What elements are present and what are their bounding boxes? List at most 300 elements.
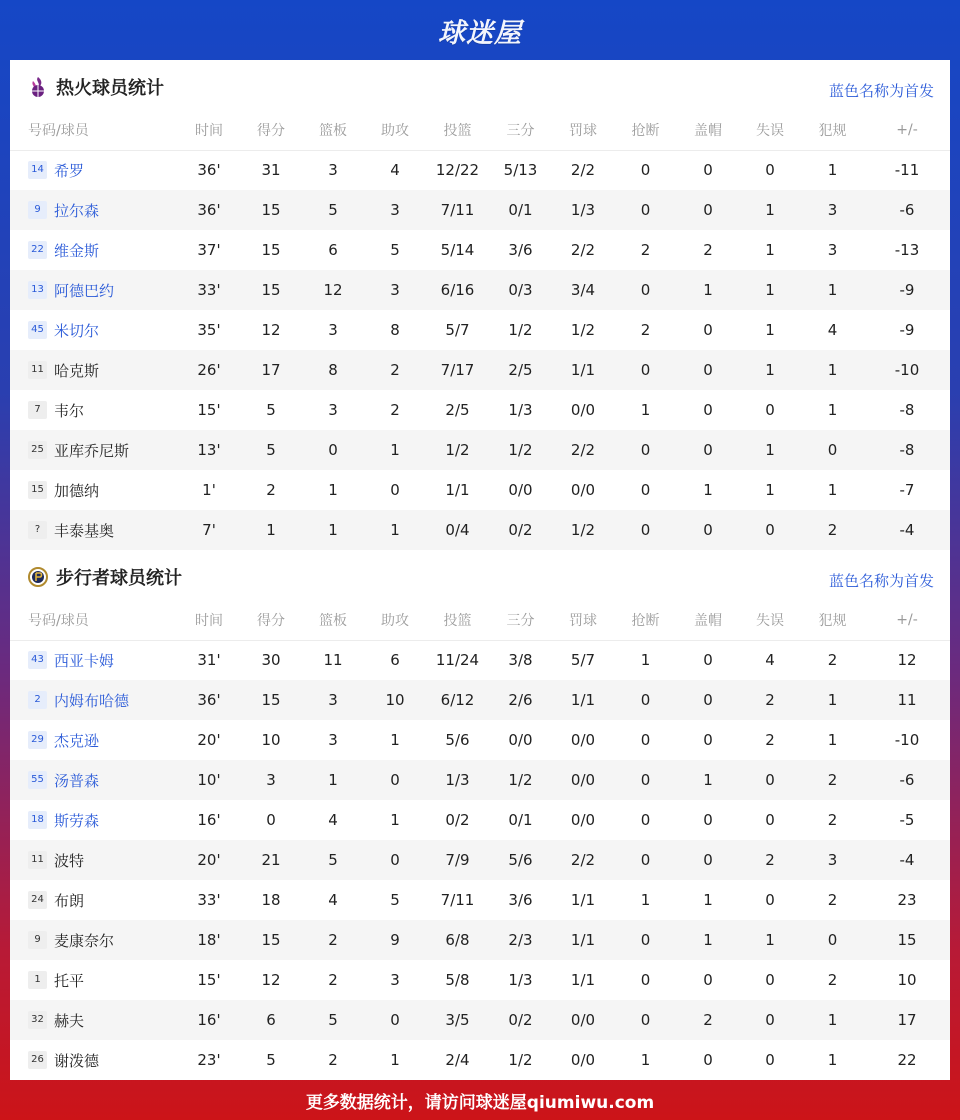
stat-cell: 1	[677, 270, 739, 310]
column-header: 抢断	[614, 600, 677, 640]
player-cell	[10, 960, 178, 1000]
stat-cell: 0/1	[508, 811, 533, 829]
stat-cell: 6	[390, 651, 400, 670]
stat-cell: 3	[364, 190, 426, 230]
panel-header	[10, 550, 950, 600]
stat-cell: 11	[864, 680, 950, 720]
table-header-row	[10, 110, 950, 150]
player-name[interactable]: 哈克斯	[54, 361, 100, 380]
stat-cell: 0/0	[570, 1051, 596, 1069]
stat-cell: 33'	[197, 891, 221, 909]
stat-cell: 3	[801, 840, 864, 880]
stat-cell: 1	[328, 481, 338, 499]
player-cell	[10, 680, 178, 720]
player-name[interactable]: 赫夫	[54, 1011, 85, 1030]
jersey-number-badge: 24	[28, 891, 47, 909]
stat-cell: 36'	[178, 680, 240, 720]
stat-cell: 1	[640, 1051, 651, 1069]
stat-cell: 1/3	[552, 190, 614, 230]
column-header: 投篮	[426, 110, 489, 150]
stat-cell: 6/8	[426, 920, 489, 960]
stat-cell: -5	[899, 811, 915, 829]
stat-cell: 1	[390, 731, 400, 749]
stat-cell: -4	[864, 510, 950, 550]
stat-cell: 2	[827, 651, 838, 670]
jersey-number-badge: 32	[28, 1011, 47, 1029]
stat-cell: 0	[614, 760, 677, 800]
stat-cell: 31'	[197, 651, 221, 670]
stat-cell: 3	[328, 161, 338, 180]
player-name[interactable]: 谢泼德	[54, 1051, 100, 1070]
jersey-number-badge: 2	[28, 691, 47, 709]
stat-cell: 1	[827, 731, 838, 749]
stat-cell: 0/0	[552, 760, 614, 800]
stat-cell: 0	[364, 760, 426, 800]
table-row[interactable]	[10, 310, 950, 350]
stat-cell: 1	[827, 1051, 838, 1069]
stat-cell: 1	[739, 190, 801, 230]
column-header: 三分	[489, 600, 552, 640]
stat-cell: 1	[240, 510, 302, 550]
stat-cell: 1	[302, 510, 364, 550]
stat-cell: 1	[302, 760, 364, 800]
stat-cell: 20'	[178, 840, 240, 880]
stat-cell: 0	[677, 510, 739, 550]
stat-cell: 0/2	[489, 1000, 552, 1040]
stat-cell: 0/0	[570, 401, 596, 419]
stat-cell: 21	[240, 840, 302, 880]
stat-cell: -6	[864, 190, 950, 230]
player-name[interactable]: 麦康奈尔	[54, 931, 115, 950]
table-row[interactable]	[10, 150, 950, 190]
stat-cell: 11	[323, 651, 343, 670]
stat-cell: 5	[302, 190, 364, 230]
pacers-logo-icon	[28, 566, 48, 588]
player-name[interactable]: 拉尔森	[54, 201, 100, 220]
column-header: 罚球	[552, 110, 614, 150]
stat-cell: 3	[240, 760, 302, 800]
stat-cell: 3/4	[552, 270, 614, 310]
table-row[interactable]	[10, 470, 950, 510]
stat-cell: 2	[328, 971, 338, 989]
column-header: 盖帽	[677, 600, 739, 640]
stat-cell: 17	[864, 1000, 950, 1040]
stat-cell: 12	[897, 651, 917, 670]
stat-cell: 15	[261, 241, 281, 259]
stat-cell: 10	[897, 971, 917, 989]
stat-cell: 3/6	[508, 891, 533, 909]
table-row[interactable]	[10, 270, 950, 310]
stats-table	[10, 110, 950, 550]
stat-cell: 8	[302, 350, 364, 390]
table-row[interactable]	[10, 880, 950, 920]
stat-cell: 0/3	[489, 270, 552, 310]
player-cell	[10, 390, 178, 430]
brand-header	[0, 0, 960, 60]
player-name[interactable]: 丰泰基奥	[54, 521, 115, 540]
stat-cell: 8	[390, 321, 400, 339]
player-name[interactable]: 内姆布哈德	[54, 691, 130, 710]
table-row[interactable]	[10, 230, 950, 270]
stat-cell: 1	[801, 270, 864, 310]
stat-cell: 0	[677, 190, 739, 230]
player-cell	[10, 800, 178, 840]
stat-cell: 5/8	[445, 971, 470, 989]
stat-cell: 2/2	[552, 430, 614, 470]
stat-cell: 11/24	[435, 651, 480, 670]
stat-cell: 10	[261, 731, 281, 749]
player-name[interactable]: 斯劳森	[54, 811, 100, 830]
stat-cell: 1	[739, 350, 801, 390]
column-header: 投篮	[426, 600, 489, 640]
stat-cell: 0	[677, 430, 739, 470]
stat-cell: 31	[261, 161, 281, 180]
column-header: 助攻	[364, 600, 426, 640]
stat-cell: -9	[864, 270, 950, 310]
footer-link[interactable]: 更多数据统计，请访问球迷屋qiumiwu.com	[305, 1092, 655, 1113]
column-header: 犯规	[801, 600, 864, 640]
player-name[interactable]: 汤普森	[54, 771, 100, 790]
stat-cell: 1	[827, 481, 838, 499]
stat-cell: 5	[302, 1000, 364, 1040]
stat-cell: 6	[328, 241, 338, 259]
stat-cell: 10	[364, 680, 426, 720]
stat-cell: 36'	[197, 161, 221, 180]
stat-cell: 5/6	[489, 840, 552, 880]
stat-cell: 23	[897, 891, 917, 909]
player-cell	[10, 880, 178, 920]
stat-cell: 1	[765, 481, 775, 499]
stat-cell: 0	[614, 510, 677, 550]
stat-cell: 0	[765, 971, 775, 989]
column-header: 失误	[739, 600, 801, 640]
table-row[interactable]	[10, 640, 950, 680]
stat-cell: 1	[364, 430, 426, 470]
column-header: 号码/球员	[10, 600, 178, 640]
stat-cell: 15	[240, 680, 302, 720]
stat-cell: 2	[739, 840, 801, 880]
stat-cell: 2	[827, 891, 838, 909]
jersey-number-badge: 9	[28, 931, 47, 949]
stat-cell: 5/7	[570, 651, 596, 670]
stat-cell: 16'	[178, 1000, 240, 1040]
player-name[interactable]: 亚库乔尼斯	[54, 441, 130, 460]
stat-cell: 1	[390, 811, 400, 829]
table-row[interactable]	[10, 680, 950, 720]
stat-cell: 1	[801, 1000, 864, 1040]
stat-cell: 2	[640, 241, 651, 259]
stat-cell: 3	[364, 270, 426, 310]
column-header: 抢断	[614, 110, 677, 150]
column-header: 时间	[178, 110, 240, 150]
stat-cell: 15'	[197, 971, 221, 989]
stat-cell: 7/11	[426, 190, 489, 230]
table-row[interactable]	[10, 800, 950, 840]
stat-cell: 3/5	[426, 1000, 489, 1040]
stat-cell: 6	[240, 1000, 302, 1040]
stat-cell: 0/0	[508, 731, 533, 749]
stat-cell: 2	[328, 1051, 338, 1069]
stat-cell: 2	[801, 760, 864, 800]
stat-cell: 0	[765, 811, 775, 829]
player-cell	[10, 150, 178, 190]
jersey-number-badge: 14	[28, 161, 47, 179]
player-cell	[10, 310, 178, 350]
stat-cell: 36'	[178, 190, 240, 230]
stat-cell: -6	[864, 760, 950, 800]
stat-cell: 20'	[197, 731, 221, 749]
stat-cell: 5/14	[440, 241, 475, 259]
stat-cell: 15	[240, 270, 302, 310]
stat-cell: 1	[677, 760, 739, 800]
stat-cell: 0	[614, 1000, 677, 1040]
table-row[interactable]	[10, 1000, 950, 1040]
stat-cell: 0	[703, 731, 713, 749]
jersey-number-badge: 11	[28, 361, 47, 379]
column-header: +/-	[864, 600, 950, 640]
player-name[interactable]: 维金斯	[54, 241, 100, 260]
column-header: 时间	[178, 600, 240, 640]
stat-cell: 1/3	[426, 760, 489, 800]
stat-cell: 15	[240, 190, 302, 230]
stat-cell: 1/2	[426, 430, 489, 470]
stat-cell: 12	[261, 321, 281, 339]
stat-cell: 1	[640, 401, 651, 419]
stat-cell: 1	[801, 350, 864, 390]
player-cell	[10, 1040, 178, 1080]
stat-cell: 1/2	[489, 430, 552, 470]
stat-cell: 2	[827, 811, 838, 829]
stat-cell: 1'	[202, 481, 216, 499]
stat-cell: 37'	[197, 241, 221, 259]
stats-table	[10, 600, 950, 1080]
stat-cell: 1/2	[570, 321, 596, 339]
stat-cell: 0	[677, 840, 739, 880]
jersey-number-badge: 29	[28, 731, 47, 749]
player-name[interactable]: 波特	[54, 851, 85, 870]
stat-cell: 1/3	[508, 401, 533, 419]
stat-cell: 10'	[178, 760, 240, 800]
stat-cell: 2/2	[570, 161, 596, 180]
stat-cell: 7'	[178, 510, 240, 550]
stat-cell: 4	[328, 811, 338, 829]
stat-cell: 1	[739, 270, 801, 310]
stat-cell: 5	[240, 430, 302, 470]
stat-cell: 1	[765, 321, 775, 339]
column-header: 助攻	[364, 110, 426, 150]
player-name[interactable]: 托平	[54, 971, 85, 990]
player-cell	[10, 190, 178, 230]
stat-cell: 2	[827, 971, 838, 989]
stat-cell: 30	[261, 651, 281, 670]
jersey-number-badge: ?	[28, 521, 47, 539]
panel-title: 热火球员统计	[56, 78, 164, 99]
player-name[interactable]: 西亚卡姆	[54, 651, 115, 670]
stat-cell: 0	[640, 481, 651, 499]
stat-cell: 0/0	[570, 481, 596, 499]
jersey-number-badge: 22	[28, 241, 47, 259]
stat-cell: 0	[739, 1000, 801, 1040]
column-header: 号码/球员	[10, 110, 178, 150]
stat-cell: 35'	[197, 321, 221, 339]
stat-cell: 0	[390, 481, 400, 499]
player-name[interactable]: 杰克逊	[54, 731, 100, 750]
stat-cell: 3	[328, 321, 338, 339]
stat-cell: 1/2	[508, 1051, 533, 1069]
table-row[interactable]	[10, 510, 950, 550]
column-header: 盖帽	[677, 110, 739, 150]
stat-cell: -10	[894, 731, 920, 749]
player-cell	[10, 720, 178, 760]
stat-cell: 0	[640, 971, 651, 989]
jersey-number-badge: 7	[28, 401, 47, 419]
stat-cell: 1/3	[508, 971, 533, 989]
column-header: 篮板	[302, 110, 364, 150]
stat-cell: -7	[899, 481, 915, 499]
stat-cell: 3/8	[508, 651, 533, 670]
stat-cell: -8	[864, 430, 950, 470]
stat-cell: 0	[614, 270, 677, 310]
player-cell	[10, 1000, 178, 1040]
stat-cell: 0	[364, 840, 426, 880]
player-name[interactable]: 加德纳	[54, 481, 100, 500]
jersey-number-badge: 55	[28, 771, 47, 789]
stat-cell: 3	[390, 971, 400, 989]
stat-cell: 2/5	[445, 401, 470, 419]
stat-cell: 2	[677, 1000, 739, 1040]
stat-cell: 0	[703, 651, 713, 670]
jersey-number-badge: 25	[28, 441, 47, 459]
stat-cell: 1/1	[552, 350, 614, 390]
player-name[interactable]: 韦尔	[54, 401, 85, 420]
column-header: 犯规	[801, 110, 864, 150]
stat-cell: 2	[765, 731, 775, 749]
table-row[interactable]	[10, 840, 950, 880]
table-row[interactable]	[10, 1040, 950, 1080]
stat-cell: 0/0	[552, 1000, 614, 1040]
table-row[interactable]	[10, 390, 950, 430]
stat-cell: 2	[703, 241, 713, 259]
table-row[interactable]	[10, 960, 950, 1000]
table-row[interactable]	[10, 350, 950, 390]
stat-cell: 6/16	[426, 270, 489, 310]
stat-cell: 5/6	[445, 731, 470, 749]
stat-cell: 1	[640, 651, 651, 670]
player-cell	[10, 840, 178, 880]
stat-cell: -11	[894, 161, 920, 180]
stat-cell: 5	[390, 241, 400, 259]
stat-cell: 0	[739, 760, 801, 800]
jersey-number-badge: 45	[28, 321, 47, 339]
stat-cell: 2/2	[570, 241, 596, 259]
stat-cell: 1	[640, 891, 651, 909]
stat-cell: 2/5	[489, 350, 552, 390]
stat-cell: 9	[364, 920, 426, 960]
stat-cell: 4	[328, 891, 338, 909]
stat-cell: 2/3	[489, 920, 552, 960]
stat-cell: 3	[827, 241, 838, 259]
stat-cell: 3/6	[508, 241, 533, 259]
stat-cell: 0	[703, 971, 713, 989]
stat-cell: 3	[302, 680, 364, 720]
column-header: 失误	[739, 110, 801, 150]
stat-cell: 0	[703, 321, 713, 339]
stat-cell: 1	[739, 430, 801, 470]
table-row[interactable]	[10, 190, 950, 230]
stat-cell: 2/2	[552, 840, 614, 880]
player-cell	[10, 270, 178, 310]
stat-cell: 0	[703, 811, 713, 829]
stat-cell: -4	[864, 840, 950, 880]
stat-cell: 1	[703, 891, 713, 909]
player-name[interactable]: 布朗	[54, 891, 85, 910]
stat-cell: 12/22	[435, 161, 480, 180]
table-row[interactable]	[10, 430, 950, 470]
stat-cell: 0	[640, 731, 651, 749]
stat-cell: 4	[827, 321, 838, 339]
player-name[interactable]: 希罗	[54, 161, 85, 180]
player-name[interactable]: 阿德巴约	[54, 281, 115, 300]
stat-cell: 1	[677, 920, 739, 960]
stat-cell: 0	[801, 430, 864, 470]
stat-cell: -9	[899, 321, 915, 339]
stat-cell: 2	[801, 510, 864, 550]
table-row[interactable]	[10, 920, 950, 960]
stat-cell: 0/2	[489, 510, 552, 550]
player-cell	[10, 920, 178, 960]
stat-cell: 0	[614, 430, 677, 470]
stat-cell: 3	[328, 731, 338, 749]
stat-cell: 0	[614, 920, 677, 960]
stat-cell: 1	[739, 920, 801, 960]
stat-cell: 3	[328, 401, 338, 419]
stat-cell: 1/1	[445, 481, 470, 499]
panel-header	[10, 60, 950, 110]
stat-cell: 15	[240, 920, 302, 960]
stat-cell: 2	[302, 920, 364, 960]
column-header: 罚球	[552, 600, 614, 640]
stat-cell: 1	[827, 401, 838, 419]
column-header: 得分	[240, 110, 302, 150]
stat-cell: 0/0	[570, 811, 596, 829]
panel-title: 步行者球员统计	[56, 568, 182, 589]
stat-cell: 2/6	[489, 680, 552, 720]
stat-cell: 12	[261, 971, 281, 989]
player-cell	[10, 640, 178, 680]
stat-cell: 0	[801, 920, 864, 960]
brand-logo: 球迷屋	[438, 17, 522, 49]
table-header-row	[10, 600, 950, 640]
stat-cell: 0	[703, 401, 713, 419]
player-name[interactable]: 米切尔	[54, 321, 100, 340]
stat-cell: 2	[390, 401, 400, 419]
stat-cell: 3	[801, 190, 864, 230]
stat-cell: 15	[864, 920, 950, 960]
stat-cell: 1/1	[570, 891, 596, 909]
starter-legend: 蓝色名称为首发	[828, 82, 934, 100]
table-row[interactable]	[10, 720, 950, 760]
table-row[interactable]	[10, 760, 950, 800]
stat-cell: 7/11	[440, 891, 475, 909]
stat-cell: -8	[899, 401, 915, 419]
stat-cell: 0	[364, 1000, 426, 1040]
stat-cell: 5	[302, 840, 364, 880]
stat-cell: 0	[765, 161, 775, 180]
stat-cell: 0/4	[426, 510, 489, 550]
stat-cell: 1/2	[489, 760, 552, 800]
column-header: 得分	[240, 600, 302, 640]
stat-cell: 18	[261, 891, 281, 909]
